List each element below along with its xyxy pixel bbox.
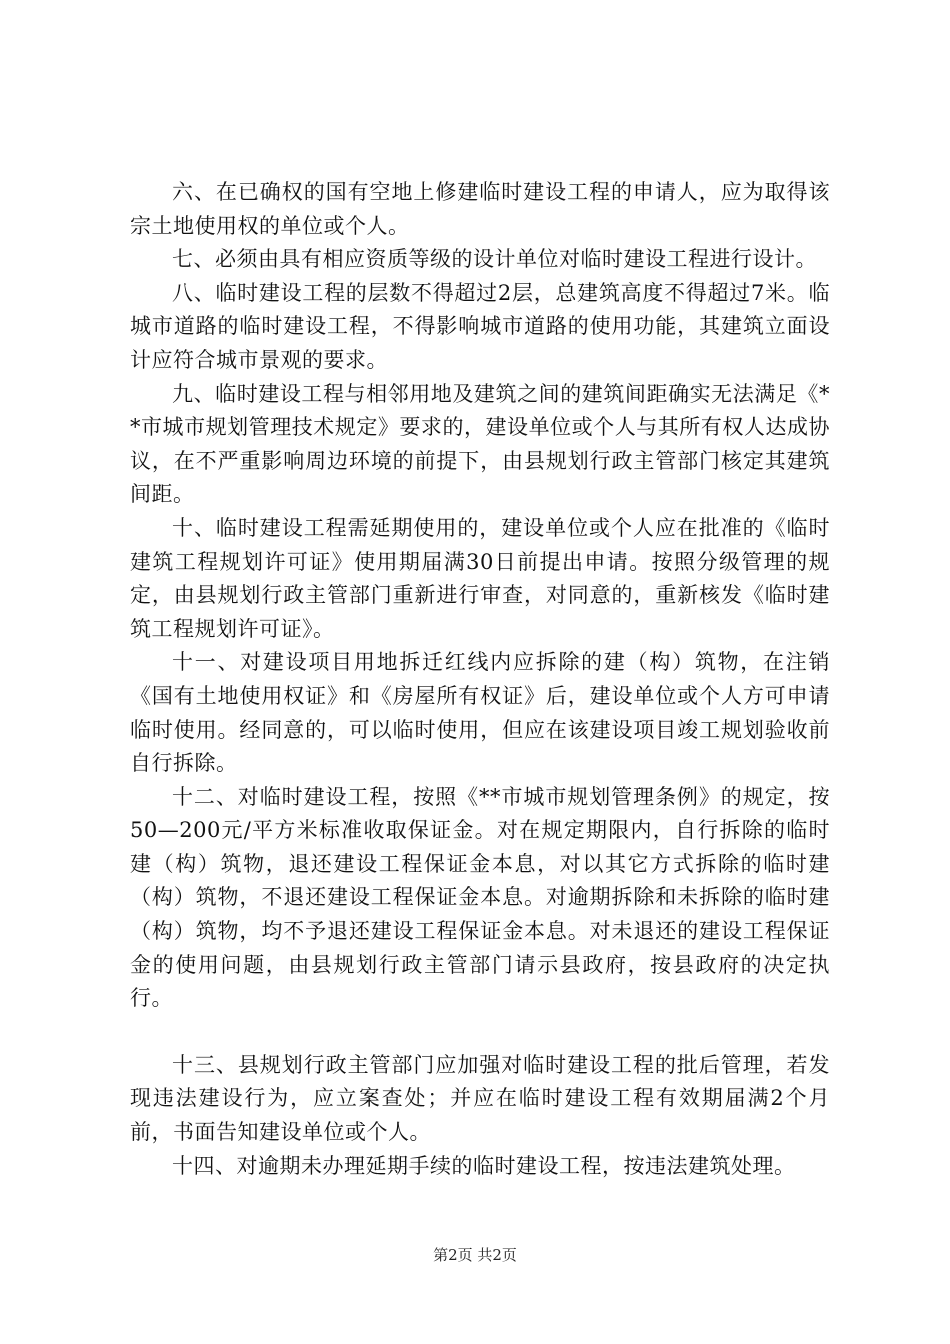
paragraph-14: 十四、对逾期未办理延期手续的临时建设工程，按违法建筑处理。 (172, 1153, 796, 1178)
paragraph-7: 七、必须由具有相应资质等级的设计单位对临时建设工程进行设计。 (172, 247, 817, 272)
paragraph-9: 九、临时建设工程与相邻用地及建筑之间的建筑间距确实无法满足《**市城市规划管理技术规定》要求的，建设单位或个人与其所有权人达成协议，在不严重影响周边环境的前提下，由县规划行政主管部门核定其建筑间距。 (130, 381, 830, 507)
paragraph-8: 八、临时建设工程的层数不得超过2层，总建筑高度不得超过7米。临城市道路的临时建设工程，不得影响城市道路的使用功能，其建筑立面设计应符合城市景观的要求。 (130, 280, 830, 372)
document-body (130, 176, 830, 1183)
paragraph-11: 十一、对建设项目用地拆迁红线内应拆除的建（构）筑物，在注销《国有土地使用权证》和《房屋所有权证》后，建设单位或个人方可申请临时使用。经同意的，可以临时使用，但应在该建设项目竣工规划验收前自行拆除。 (130, 650, 830, 776)
paragraph-10: 十、临时建设工程需延期使用的，建设单位或个人应在批准的《临时建筑工程规划许可证》使用期届满30日前提出申请。按照分级管理的规定，由县规划行政主管部门重新进行审查，对同意的，重新核发《临时建筑工程规划许可证》。 (130, 515, 830, 641)
paragraph-12: 十二、对临时建设工程，按照《**市城市规划管理条例》的规定，按50—200元/平方米标准收取保证金。对在规定期限内，自行拆除的临时建（构）筑物，退还建设工程保证金本息，对以其它方式拆除的临时建（构）筑物，不退还建设工程保证金本息。对逾期拆除和未拆除的临时建（构）筑物，均不予退还建设工程保证金本息。对未退还的建设工程保证金的使用问题，由县规划行政主管部门请示县政府，按县政府的决定执行。 (130, 784, 830, 1011)
paragraph-13: 十三、县规划行政主管部门应加强对临时建设工程的批后管理，若发现违法建设行为，应立案查处；并应在临时建设工程有效期届满2个月前，书面告知建设单位或个人。 (130, 1052, 830, 1145)
page-number-footer: 第2页 共2页 (433, 1246, 517, 1264)
paragraph-6: 六、在已确权的国有空地上修建临时建设工程的申请人，应为取得该宗土地使用权的单位或个人。 (130, 180, 830, 238)
